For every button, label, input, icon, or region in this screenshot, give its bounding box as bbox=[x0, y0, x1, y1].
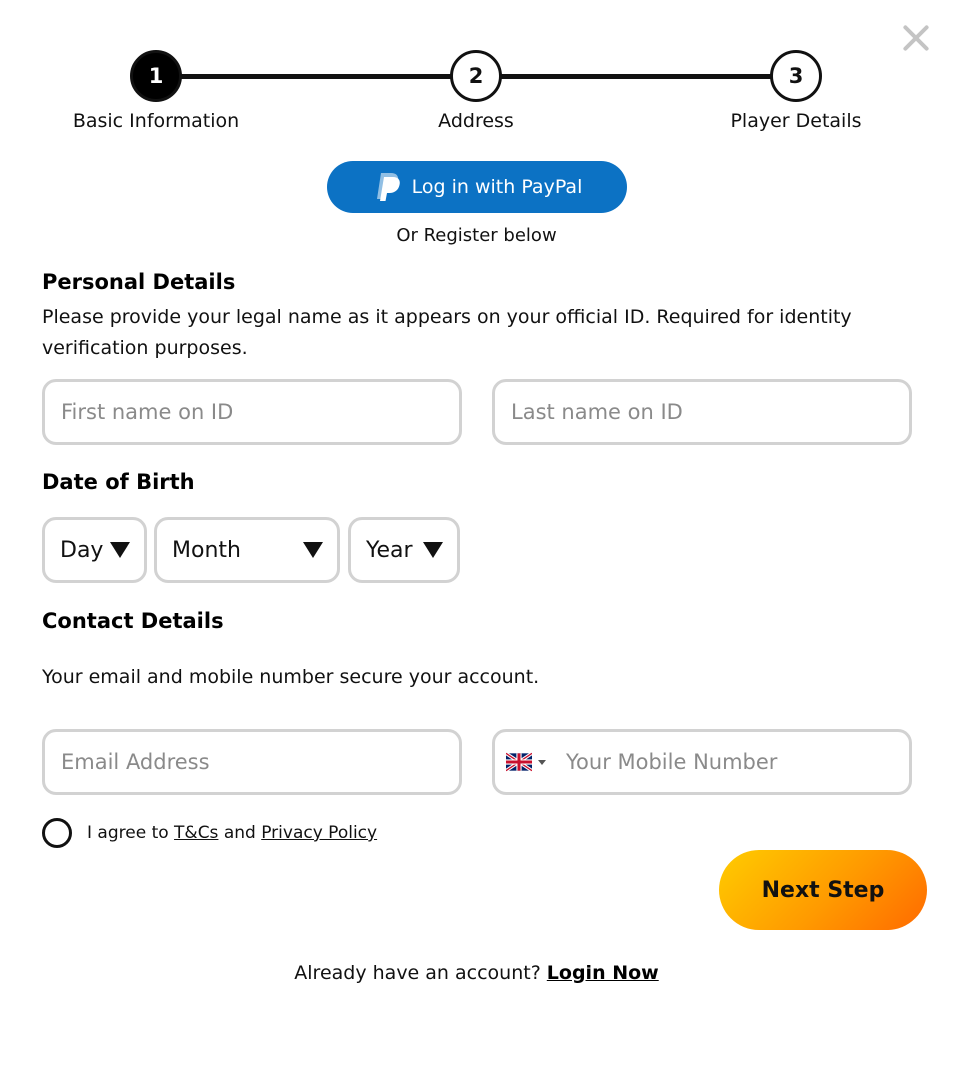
mobile-field bbox=[492, 729, 912, 795]
privacy-policy-link[interactable]: Privacy Policy bbox=[261, 823, 378, 843]
contact-details-description: Your email and mobile number secure your account. bbox=[42, 666, 540, 688]
close-icon[interactable] bbox=[898, 20, 934, 56]
dob-day-value: Day bbox=[60, 537, 104, 563]
email-input[interactable] bbox=[45, 732, 459, 792]
dob-month-select[interactable] bbox=[154, 517, 340, 583]
email-field bbox=[42, 729, 462, 795]
dob-year-select[interactable] bbox=[348, 517, 460, 583]
first-name-field bbox=[42, 379, 462, 445]
terms-agreement bbox=[42, 818, 377, 848]
chevron-down-icon bbox=[110, 542, 130, 558]
step-3-label: Player Details bbox=[730, 110, 862, 132]
dob-title: Date of Birth bbox=[42, 470, 195, 494]
next-step-button[interactable]: Next Step bbox=[719, 850, 927, 930]
step-track-2 bbox=[500, 74, 774, 79]
step-1-label: Basic Information bbox=[72, 110, 240, 132]
dob-day-select[interactable] bbox=[42, 517, 147, 583]
uk-flag-icon bbox=[506, 752, 532, 772]
first-name-input[interactable] bbox=[45, 382, 459, 442]
last-name-input[interactable] bbox=[495, 382, 909, 442]
country-code-select[interactable] bbox=[495, 732, 546, 792]
terms-checkbox[interactable] bbox=[42, 818, 72, 848]
chevron-down-icon bbox=[538, 760, 546, 765]
terms-prefix: I agree to bbox=[87, 823, 169, 843]
step-3-circle: 3 bbox=[770, 50, 822, 102]
step-2-circle: 2 bbox=[450, 50, 502, 102]
login-prompt bbox=[0, 962, 953, 984]
or-register-text: Or Register below bbox=[396, 225, 557, 246]
dob-month-value: Month bbox=[172, 537, 241, 563]
paypal-icon bbox=[372, 171, 402, 203]
personal-details-description: Please provide your legal name as it appears on your official ID. Required for identity verification purposes. bbox=[42, 306, 852, 359]
chevron-down-icon bbox=[423, 542, 443, 558]
login-prompt-text: Already have an account? bbox=[294, 962, 541, 984]
tcs-link[interactable]: T&Cs bbox=[174, 823, 219, 843]
terms-text bbox=[87, 823, 377, 843]
contact-details-title: Contact Details bbox=[42, 609, 224, 633]
dob-year-value: Year bbox=[366, 537, 413, 563]
step-1-circle: 1 bbox=[130, 50, 182, 102]
step-2-label: Address bbox=[438, 110, 514, 132]
chevron-down-icon bbox=[303, 542, 323, 558]
mobile-input[interactable] bbox=[546, 732, 909, 792]
personal-details-title: Personal Details bbox=[42, 270, 236, 294]
paypal-login-button[interactable] bbox=[327, 161, 627, 213]
login-now-link[interactable]: Login Now bbox=[546, 962, 659, 984]
paypal-button-label: Log in with PayPal bbox=[411, 176, 583, 198]
last-name-field bbox=[492, 379, 912, 445]
terms-and: and bbox=[223, 823, 256, 843]
step-track-1 bbox=[180, 74, 454, 79]
